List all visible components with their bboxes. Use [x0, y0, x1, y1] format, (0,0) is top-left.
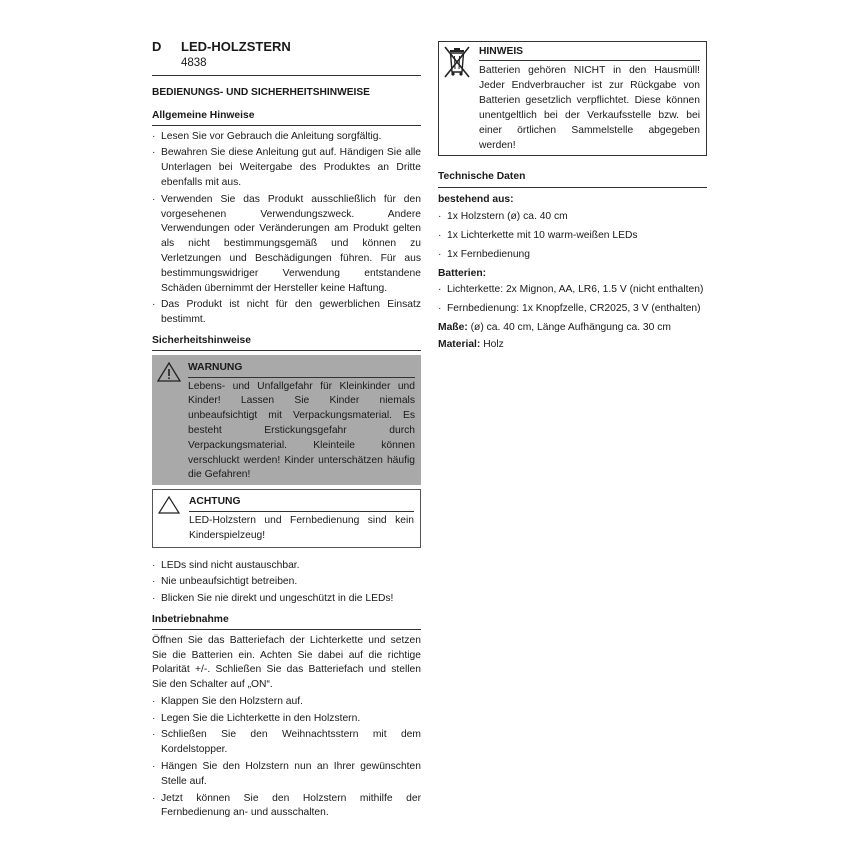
startup-heading: Inbetriebnahme — [152, 613, 421, 630]
safety-heading: Sicherheitshinweise — [152, 334, 421, 351]
list-item: · Lesen Sie vor Gebrauch die Anleitung sorgfältig. — [152, 130, 421, 145]
list-item: · Verwenden Sie das Produkt ausschließlich für den vorgesehenen Verwendungszweck. Andere Verwendungen oder Veränderungen am Produkt gelten als nicht bestimmungsgemäß und können zu Verletzungen und Beschädigungen führen. Für aus bestimmungswidriger Verwendung entstandene Schäden übernimmt der Hersteller keine Haftung. — [152, 193, 421, 297]
warning-title: WARNUNG — [188, 361, 415, 378]
caution-text: LED-Holzstern und Fernbedienung sind kein Kinderspielzeug! — [189, 514, 414, 541]
caution-box — [152, 489, 421, 547]
warning-triangle-icon — [156, 361, 188, 483]
list-item: · 1x Holzstern (ø) ca. 40 cm — [438, 209, 707, 226]
list-item: · Fernbedienung: 1x Knopfzelle, CR2025, 3 V (enthalten) — [438, 301, 707, 318]
list-item: · Schließen Sie den Weihnachtsstern mit dem Kordelstopper. — [152, 728, 421, 758]
general-list — [152, 130, 421, 328]
article-number: 4838 — [152, 55, 421, 76]
material-label: Material: — [438, 339, 481, 351]
list-item: · Blicken Sie nie direkt und ungeschützt in die LEDs! — [152, 592, 421, 607]
list-item: · Jetzt können Sie den Holzstern mithilfe der Fernbedienung an- und ausschalten. — [152, 792, 421, 822]
list-item: · Legen Sie die Lichterkette in den Holzstern. — [152, 712, 421, 727]
contents-list — [438, 209, 707, 264]
list-item: · 1x Fernbedienung — [438, 247, 707, 264]
list-item: · Nie unbeaufsichtigt betreiben. — [152, 575, 421, 590]
notice-title: HINWEIS — [479, 44, 700, 61]
warning-text: Lebens- und Unfallgefahr für Kleinkinder und Kinder! Lassen Sie Kinder niemals unbeaufsichtigt mit Verpackungsmaterial. Es besteht Erstickungsgefahr durch Verpackungsmaterial. Kleinteile können verschluckt werden! Kinder unterschätzen häufig die Gefahren! — [188, 380, 415, 481]
startup-list — [152, 695, 421, 821]
caution-title: ACHTUNG — [189, 495, 414, 512]
notice-box — [438, 41, 707, 156]
list-item: · Bewahren Sie diese Anleitung gut auf. Händigen Sie alle Unterlagen bei Weitergabe des Produktes an Dritte ebenfalls mit aus. — [152, 146, 421, 190]
batteries-list — [438, 282, 707, 318]
document-title: BEDIENUNGS- UND SICHERHEITSHINWEISE — [152, 87, 370, 98]
caution-triangle-icon — [157, 495, 189, 543]
batteries-label: Batterien: — [438, 267, 487, 279]
right-column — [438, 41, 707, 354]
list-item: · 1x Lichterkette mit 10 warm-weißen LEDs — [438, 228, 707, 245]
crossed-bin-icon — [441, 44, 479, 153]
list-item: · Klappen Sie den Holzstern auf. — [152, 695, 421, 710]
left-column — [152, 38, 421, 823]
dimensions-label: Maße: — [438, 322, 468, 334]
dimensions-row — [438, 320, 707, 337]
dimensions-value: (ø) ca. 40 cm, Länge Aufhängung ca. 30 cm — [470, 322, 671, 334]
general-heading: Allgemeine Hinweise — [152, 109, 421, 126]
tech-heading: Technische Daten — [438, 169, 707, 188]
language-code: D — [152, 39, 162, 54]
material-value: Holz — [483, 339, 504, 351]
list-item: · Das Produkt ist nicht für den gewerblichen Einsatz bestimmt. — [152, 298, 421, 328]
warning-box — [152, 355, 421, 485]
page-header — [152, 38, 421, 55]
notice-text: Batterien gehören NICHT in den Hausmüll! Jeder Endverbraucher ist zur Rückgabe von Batterien gesetzlich verpflichtet. Diese können unentgeltlich bei der Verkaufsstelle bzw. bei einer örtlichen Sammelstelle abgegeben werden! — [479, 65, 700, 151]
contents-label: bestehend aus: — [438, 193, 514, 205]
startup-intro: Öffnen Sie das Batteriefach der Lichterkette und setzen Sie die Batterien ein. Achten Sie dabei auf die richtige Polarität +/-. Schließen Sie das Batteriefach und stellen Sie den Schalter auf „ON“. — [152, 634, 421, 691]
product-title: LED-HOLZSTERN — [181, 39, 291, 54]
list-item: · Lichterkette: 2x Mignon, AA, LR6, 1.5 V (nicht enthalten) — [438, 282, 707, 299]
material-row — [438, 337, 707, 354]
safety-list — [152, 559, 421, 607]
list-item: · LEDs sind nicht austauschbar. — [152, 559, 421, 574]
list-item: · Hängen Sie den Holzstern nun an Ihrer gewünschten Stelle auf. — [152, 760, 421, 790]
